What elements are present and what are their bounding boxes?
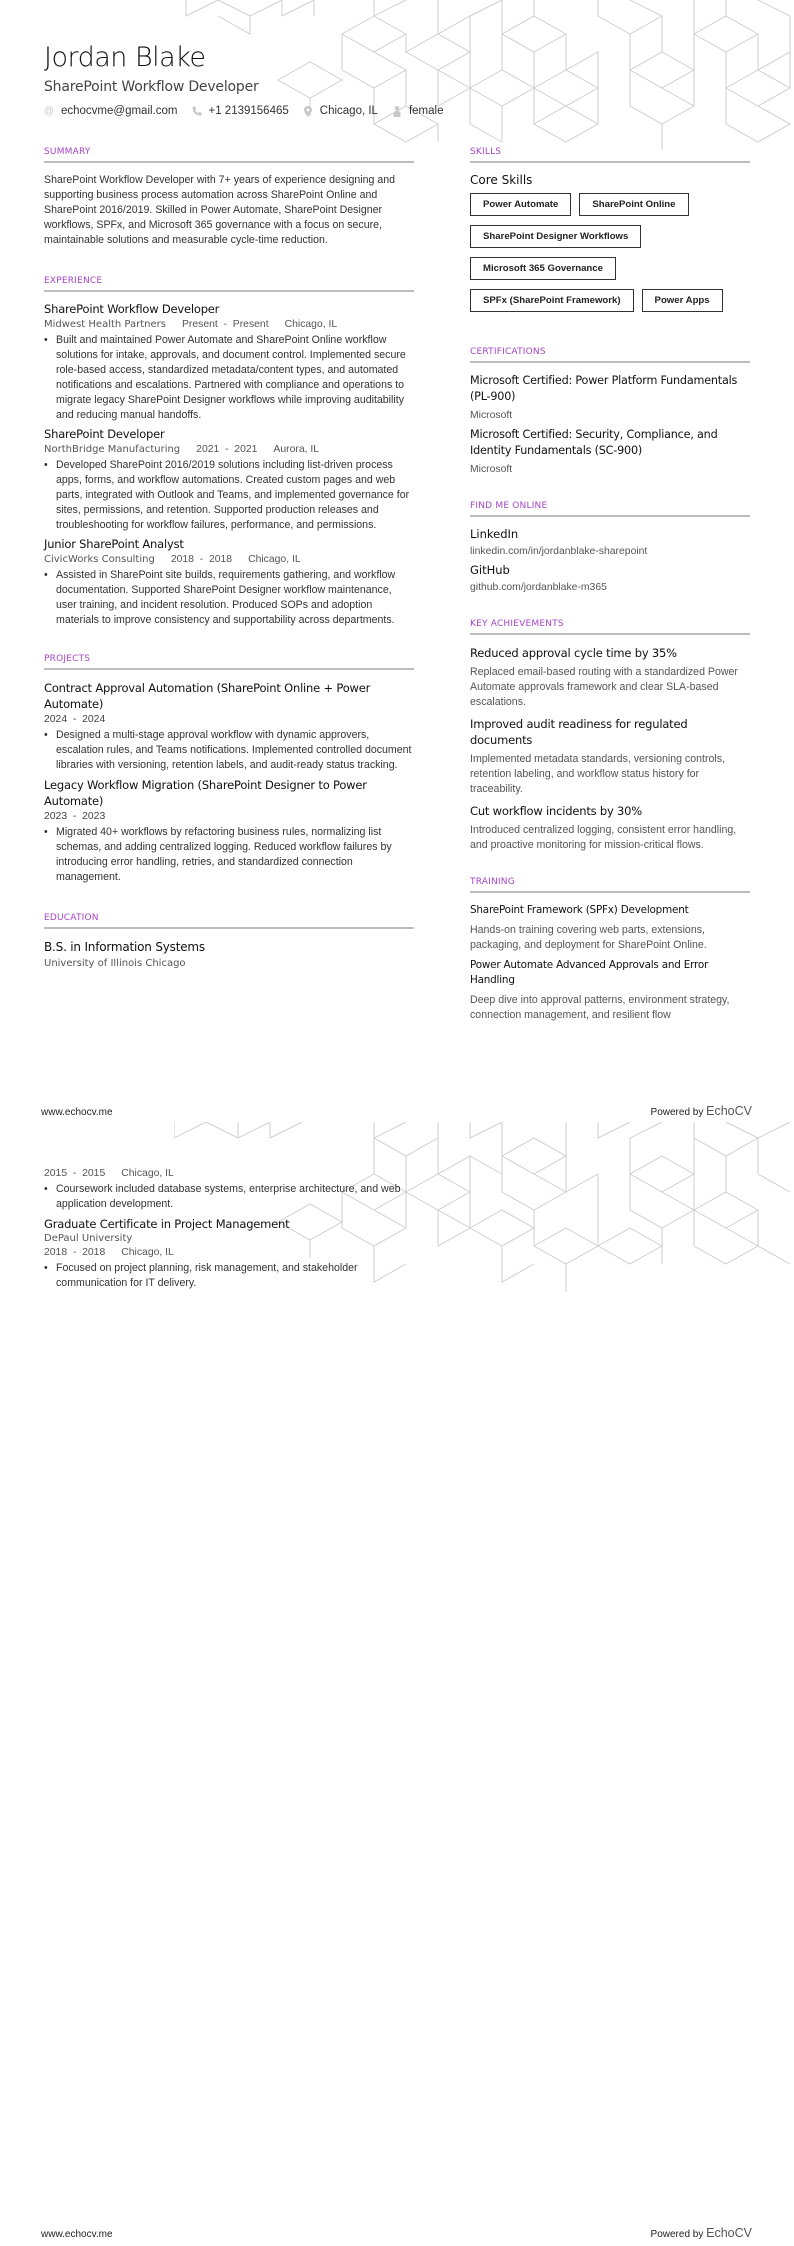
education-dates: 2015 - 2015 <box>44 1168 106 1179</box>
project-dates: 2023 - 2023 <box>44 811 106 822</box>
at-icon: @ <box>43 105 55 117</box>
training-desc: Deep dive into approval patterns, environment strategy, connection management, and resilient flow <box>470 994 730 1021</box>
job-bullet-text: Developed SharePoint 2016/2019 solutions including list-driven process apps, forms, and workflow automations. Created custom pages and web parts, integrated with Outlook and Teams, and implemented governance for sites, permissions, and retention. Supported production releases and troubleshooting for workflow failures, performance, and permissions. <box>56 459 410 531</box>
job-company: NorthBridge Manufacturing <box>44 444 181 455</box>
certification-issuer: Microsoft <box>470 410 513 421</box>
bullet-dot-icon: • <box>44 459 48 471</box>
education-bullet <box>44 1182 414 1212</box>
education-entry <box>44 1216 414 1291</box>
echocv-brand: EchoCV <box>706 2226 752 2240</box>
job-meta <box>44 444 414 455</box>
education-bullet-text: Coursework included database systems, enterprise architecture, and web application development. <box>56 1183 401 1210</box>
education-school: DePaul University <box>44 1233 133 1244</box>
job-location: Chicago, IL <box>248 554 301 565</box>
education-school-row <box>44 958 414 969</box>
education-bullet <box>44 1261 414 1291</box>
resume-page-1 <box>0 0 794 1122</box>
summary-text: SharePoint Workflow Developer with 7+ years of experience designing and supporting business process automation across SharePoint Online and SharePoint 2016/2019. Skilled in Power Automate, SharePoint Designer workflows, SPFx, and Microsoft 365 governance with a focus on secure, maintainable solutions and measurable cycle-time reduction. <box>44 174 396 246</box>
job-title: SharePoint Developer <box>44 427 165 441</box>
skill-tags <box>470 193 750 321</box>
job-entry <box>44 427 414 533</box>
job-bullet-text: Assisted in SharePoint site builds, requirements gathering, and workflow documentation. Supported SharePoint Designer workflow maintenance, user training, and incident resolution. Produced SOPs and adoption materials to improve consistency and supportability across departments. <box>56 569 396 626</box>
phone-value: +1 2139156465 <box>208 105 289 117</box>
education-location: Chicago, IL <box>121 1168 174 1179</box>
resume-page-2 <box>0 1122 794 2246</box>
job-dates: 2018 - 2018 <box>170 554 233 565</box>
job-entry <box>44 302 414 423</box>
job-bullet <box>44 568 414 628</box>
education-meta <box>44 1168 414 1179</box>
phone-icon <box>192 106 202 116</box>
achievement-title: Reduced approval cycle time by 35% <box>470 646 677 660</box>
achievement-desc: Introduced centralized logging, consistent error handling, and proactive monitoring for mission-critical flows. <box>470 824 737 851</box>
certification-title: Microsoft Certified: Security, Compliance, and Identity Fundamentals (SC-900) <box>470 428 718 457</box>
education-meta <box>44 1247 414 1258</box>
bullet-dot-icon: • <box>44 334 48 346</box>
location-value: Chicago, IL <box>319 105 378 117</box>
achievement-title: Improved audit readiness for regulated documents <box>470 717 688 747</box>
training-section <box>470 877 750 1023</box>
powered-by-label: Powered by <box>650 2229 707 2240</box>
education-degree: Graduate Certificate in Project Management <box>44 1217 290 1231</box>
github-link[interactable]: github.com/jordanblake-m365 <box>470 582 607 593</box>
job-location: Aurora, IL <box>273 444 320 455</box>
summary-heading: SUMMARY <box>44 147 414 163</box>
person-icon <box>392 106 402 116</box>
training-desc: Hands-on training covering web parts, extensions, packaging, and deployment for SharePoint Online. <box>470 924 707 951</box>
online-label-github: GitHub <box>470 563 510 577</box>
online-section <box>470 501 750 593</box>
projects-heading: PROJECTS <box>44 654 414 670</box>
left-column <box>44 147 414 969</box>
bullet-dot-icon: • <box>44 729 48 741</box>
project-title: Legacy Workflow Migration (SharePoint Designer to Power Automate) <box>44 778 367 808</box>
skills-section <box>470 147 750 321</box>
education-location: Chicago, IL <box>121 1247 174 1258</box>
education-dates: 2018 - 2018 <box>44 1247 106 1258</box>
echocv-brand: EchoCV <box>706 1104 752 1118</box>
experience-section <box>44 276 414 628</box>
footer-powered-by[interactable] <box>651 1104 752 1118</box>
online-label-linkedin: LinkedIn <box>470 527 519 541</box>
page-footer <box>41 2226 752 2240</box>
skills-subheading: Core Skills <box>470 173 533 187</box>
resume-header <box>44 42 457 117</box>
project-bullet <box>44 825 414 885</box>
candidate-title: SharePoint Workflow Developer <box>44 79 259 95</box>
skill-tag: Microsoft 365 Governance <box>470 257 616 280</box>
projects-section <box>44 654 414 885</box>
achievement-title: Cut workflow incidents by 30% <box>470 804 642 818</box>
bullet-dot-icon: • <box>44 1183 48 1195</box>
skill-tag: Power Automate <box>470 193 571 216</box>
email-value: echocvme@gmail.com <box>61 105 178 117</box>
project-bullet-text: Designed a multi-stage approval workflow with dynamic approvers, escalation rules, and Teams notifications. Implemented controlled document libraries with versioning, retention labels, and audit-ready status tracking. <box>56 729 412 771</box>
education-school-row <box>44 1233 414 1244</box>
skill-tag: Power Apps <box>642 289 723 312</box>
education-heading: EDUCATION <box>44 913 414 929</box>
education-bullet-text: Focused on project planning, risk management, and stakeholder communication for IT delivery. <box>56 1262 358 1289</box>
achievement-desc: Implemented metadata standards, versioning controls, retention labeling, and workflow status history for traceability. <box>470 753 725 795</box>
right-column <box>470 147 750 1028</box>
project-bullet-text: Migrated 40+ workflows by refactoring business rules, normalizing list schemas, and adding centralized logging. Reduced workflow failures by introducing error handling, retries, and standardized connection management. <box>56 826 392 883</box>
powered-by-label: Powered by <box>650 1107 707 1118</box>
footer-powered-by[interactable] <box>651 2226 752 2240</box>
achievements-section <box>470 619 750 853</box>
skill-tag: SharePoint Online <box>579 193 688 216</box>
bullet-dot-icon: • <box>44 1262 48 1274</box>
job-company: Midwest Health Partners <box>44 319 166 330</box>
project-dates: 2024 - 2024 <box>44 714 106 725</box>
training-heading: TRAINING <box>470 877 750 893</box>
contact-location <box>303 105 378 117</box>
job-bullet-text: Built and maintained Power Automate and SharePoint Online workflow solutions for intake, approvals, and document control. Implemented secure role-based access, standardized metadata/content types, and automated notifications and escalations. Partnered with compliance and operations to migrate legacy SharePoint Designer workflows while improving auditability and reducing manual handoffs. <box>56 334 406 421</box>
job-company: CivicWorks Consulting <box>44 554 155 565</box>
skills-heading: SKILLS <box>470 147 750 163</box>
certification-issuer: Microsoft <box>470 464 513 475</box>
gender-value: female <box>408 105 444 117</box>
page-footer <box>41 1104 752 1118</box>
contact-phone[interactable] <box>192 105 289 117</box>
contact-gender <box>392 105 444 117</box>
project-entry <box>44 680 414 773</box>
certifications-heading: CERTIFICATIONS <box>470 347 750 363</box>
experience-heading: EXPERIENCE <box>44 276 414 292</box>
skill-tag: SPFx (SharePoint Framework) <box>470 289 634 312</box>
job-bullet <box>44 333 414 423</box>
job-meta <box>44 319 414 330</box>
project-title: Contract Approval Automation (SharePoint Online + Power Automate) <box>44 681 371 711</box>
job-title: Junior SharePoint Analyst <box>44 537 184 551</box>
left-column-continued <box>44 1168 414 1291</box>
job-entry <box>44 537 414 628</box>
contact-email[interactable] <box>44 105 178 117</box>
education-section <box>44 913 414 969</box>
bullet-dot-icon: • <box>44 826 48 838</box>
linkedin-link[interactable]: linkedin.com/in/jordanblake-sharepoint <box>470 546 648 557</box>
skill-tag: SharePoint Designer Workflows <box>470 225 641 248</box>
job-dates: Present - Present <box>181 319 269 330</box>
job-bullet <box>44 458 414 533</box>
job-meta <box>44 554 414 565</box>
certifications-section <box>470 347 750 475</box>
candidate-name: Jordan Blake <box>44 42 206 73</box>
job-location: Chicago, IL <box>284 319 338 330</box>
education-degree: B.S. in Information Systems <box>44 940 205 954</box>
project-entry <box>44 777 414 885</box>
achievements-heading: KEY ACHIEVEMENTS <box>470 619 750 635</box>
footer-site-link[interactable]: www.echocv.me <box>41 1107 113 1118</box>
education-school: University of Illinois Chicago <box>44 958 186 969</box>
summary-section <box>44 147 414 248</box>
training-title: Power Automate Advanced Approvals and Error Handling <box>470 959 709 986</box>
achievement-desc: Replaced email-based routing with a standardized Power Automate approvals framework and clear SLA-based escalations. <box>470 666 738 708</box>
job-title: SharePoint Workflow Developer <box>44 302 220 316</box>
location-pin-icon <box>303 106 313 116</box>
footer-site-link[interactable]: www.echocv.me <box>41 2229 113 2240</box>
online-heading: FIND ME ONLINE <box>470 501 750 517</box>
project-bullet <box>44 728 414 773</box>
bullet-dot-icon: • <box>44 569 48 581</box>
certification-title: Microsoft Certified: Power Platform Fundamentals (PL-900) <box>470 374 738 403</box>
contact-list <box>44 105 457 117</box>
training-title: SharePoint Framework (SPFx) Development <box>470 904 689 916</box>
job-dates: 2021 - 2021 <box>196 444 258 455</box>
